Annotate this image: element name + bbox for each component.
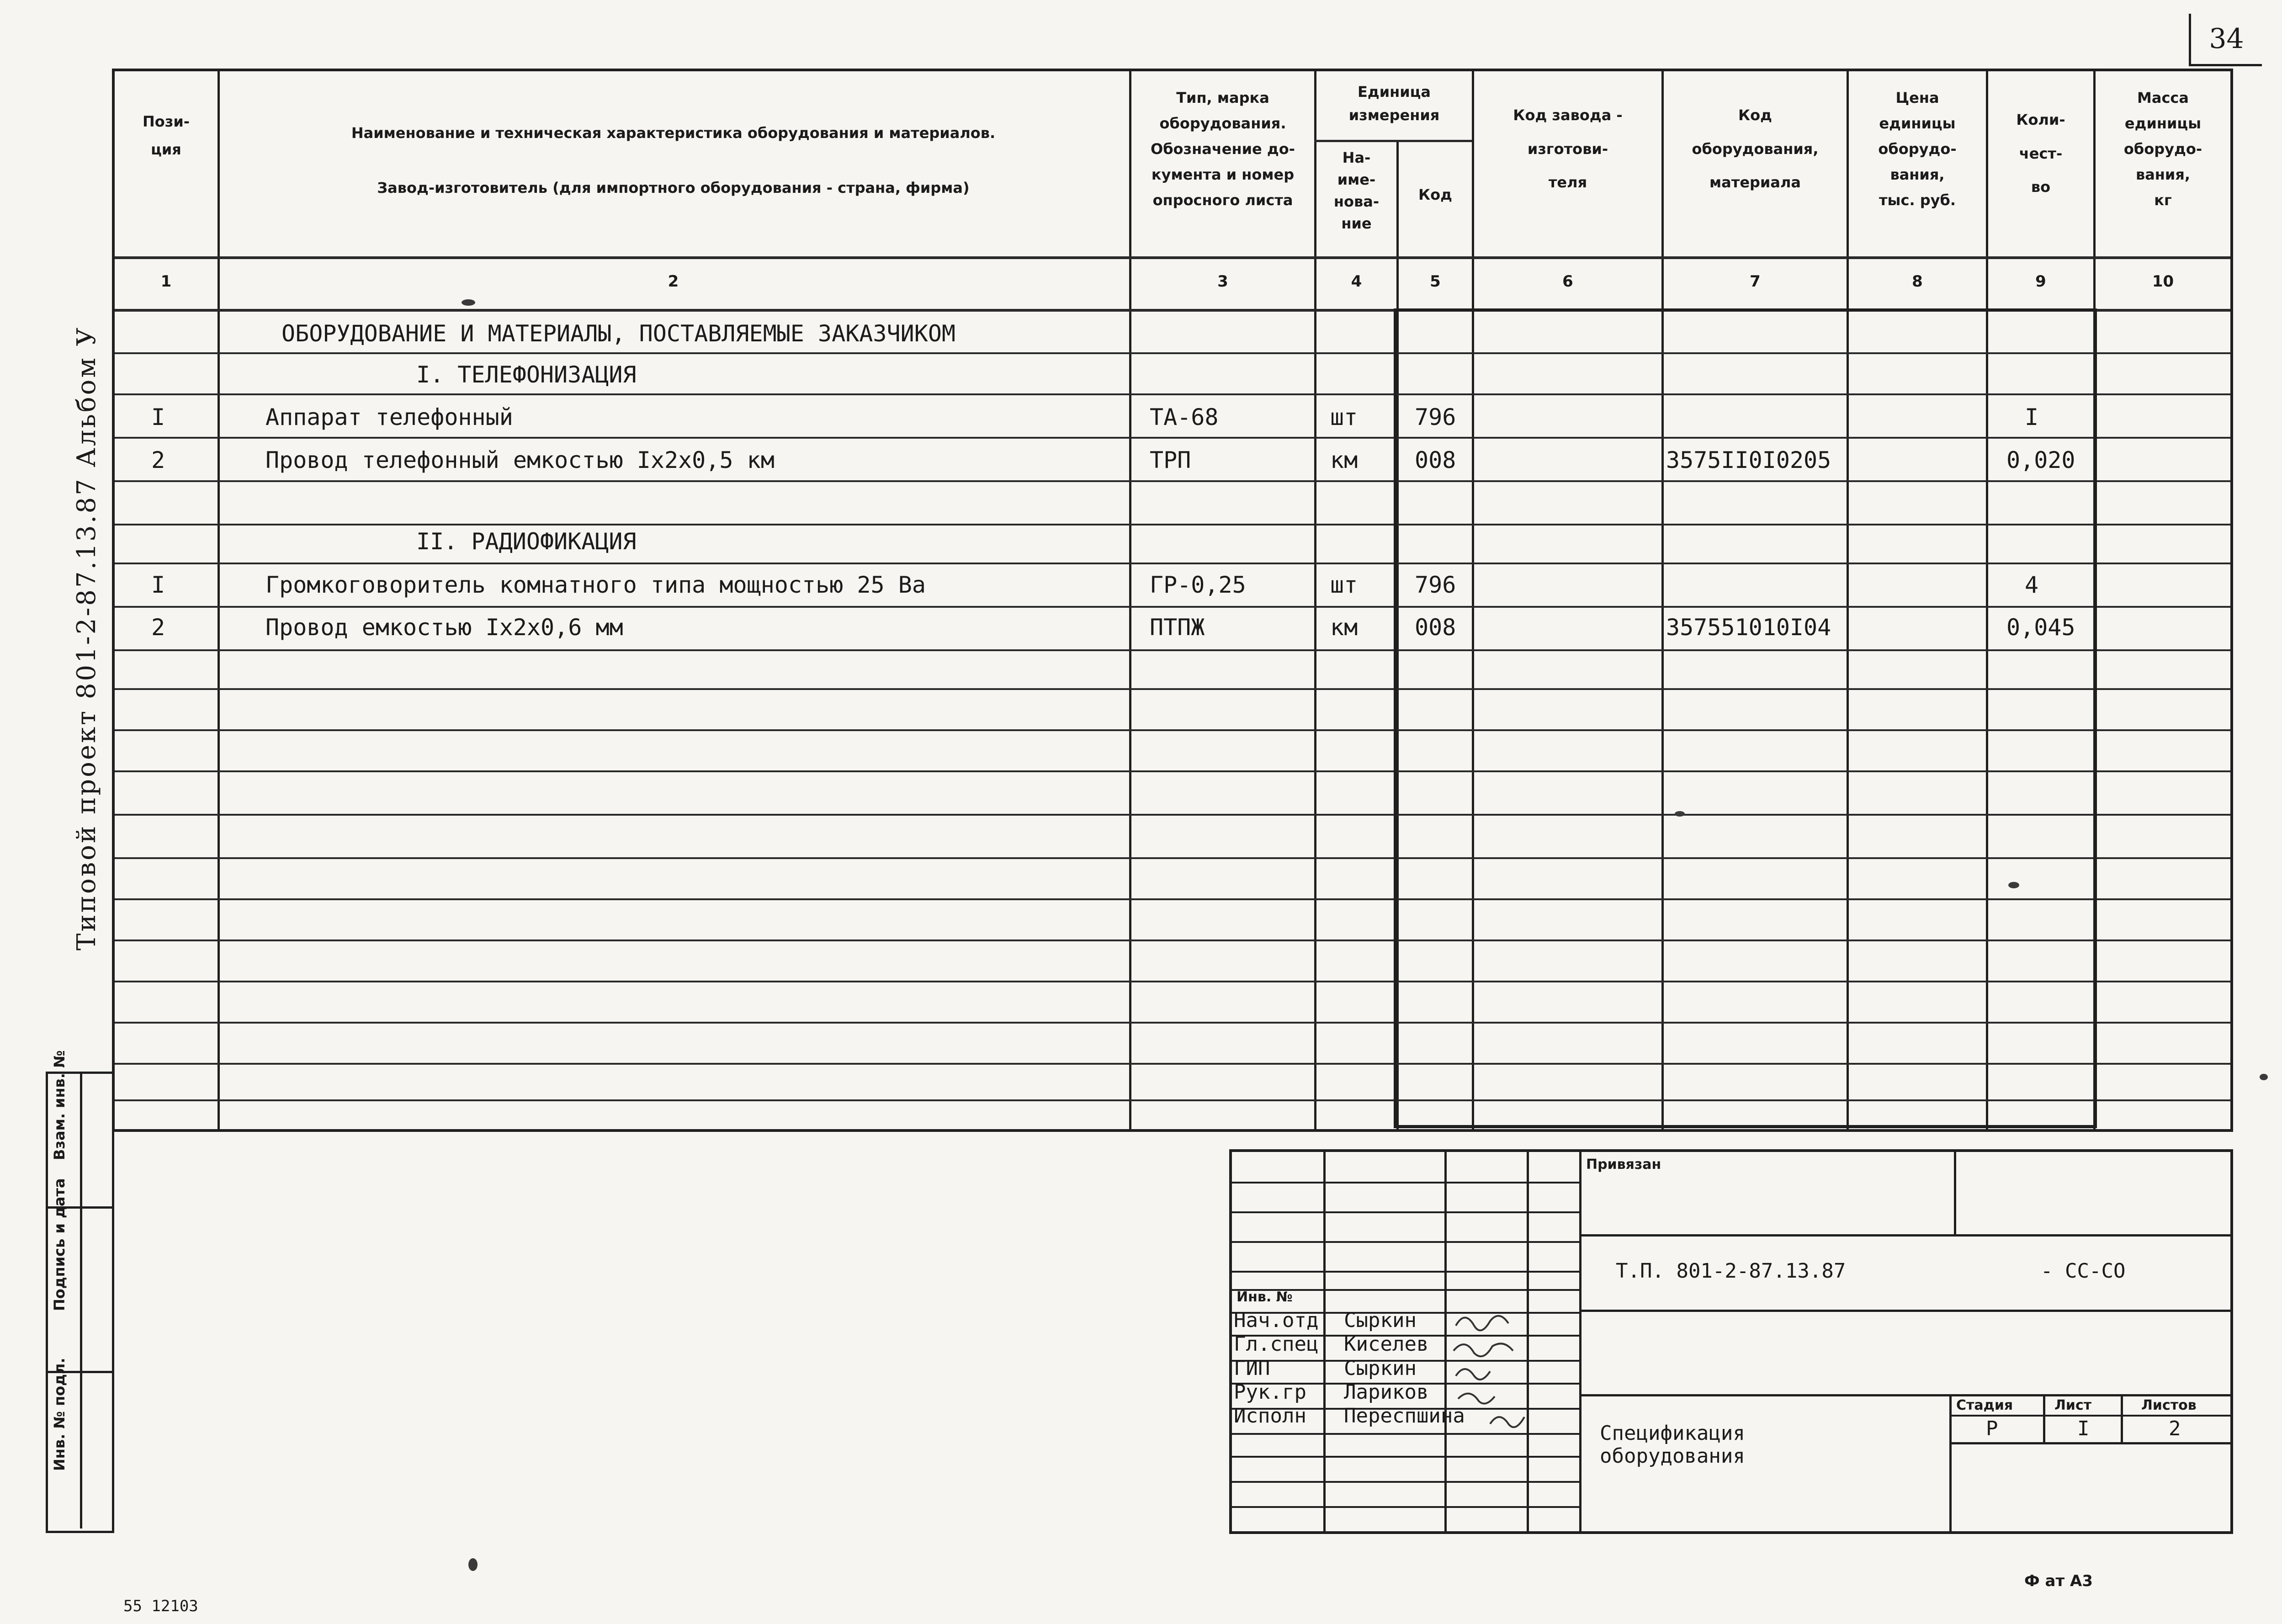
colnum-7: 7 [1750, 272, 1761, 291]
row-name: Провод телефонный емкостью Iх2х0,5 км [265, 447, 775, 473]
header-type: Тип, марка оборудования. Обозначение до- кумента и номер опросного листа [1151, 89, 1295, 209]
colnum-1: 1 [160, 272, 172, 291]
row-position: 2 [151, 447, 165, 473]
signature-marks [1447, 1307, 1556, 1431]
colnum-6: 6 [1562, 272, 1573, 291]
colnum-10: 10 [2152, 272, 2174, 291]
side-stamp-cell-signature [48, 1178, 112, 1373]
col-sep-2 [1129, 71, 1131, 1129]
name-1: Сыркин [1344, 1309, 1417, 1332]
highlighted-columns-frame [1394, 308, 2097, 1128]
role-4: Рук.гр [1234, 1380, 1306, 1404]
archive-code: 55 12103 [123, 1597, 198, 1615]
subsection-radio: II. РАДИОФИКАЦИЯ [416, 528, 637, 555]
title-block [1229, 1149, 2233, 1534]
document-code-suffix: - СС-СО [2041, 1259, 2126, 1283]
header-unit-code: Код [1418, 186, 1452, 203]
row-type: ТА-68 [1150, 404, 1219, 430]
page-number: 34 [2189, 14, 2262, 66]
label-original-inv: Инв. № подл. [51, 1358, 68, 1471]
header-position: Пози- ция [142, 113, 190, 158]
side-stamp [46, 1050, 114, 1533]
row-name: Громкоговоритель комнатного типа мощностью 25 Ва [265, 572, 926, 598]
role-5: Исполн [1234, 1404, 1306, 1428]
name-2: Киселев [1344, 1332, 1429, 1356]
row-name: Провод емкостью Iх2х0,6 мм [265, 614, 623, 641]
header-name-line2: Завод-изготовитель (для импортного оборудования - страна, фирма) [377, 179, 970, 196]
row-material-code: 3575II0I0205 [1666, 447, 1831, 473]
format-label: Ф ат А3 [2024, 1572, 2093, 1590]
row-position: I [151, 404, 165, 430]
colnum-4: 4 [1351, 272, 1362, 291]
inventory-label: Инв. № [1237, 1289, 1293, 1305]
row-type: ТРП [1150, 447, 1191, 473]
stage-value: Р [1986, 1417, 1998, 1440]
header-name-line1: Наименование и техническая характеристика оборудования и материалов. [351, 124, 996, 142]
header-manufacturer-code: Код завода - изготови- теля [1513, 106, 1623, 191]
colnum-3: 3 [1217, 272, 1228, 291]
header-unit: Единица измерения [1348, 83, 1440, 124]
scan-speck [2260, 1074, 2268, 1080]
row-unit: км [1330, 614, 1358, 641]
header-quantity: Коли- чест- во [2016, 111, 2065, 196]
name-3: Сыркин [1344, 1357, 1417, 1380]
row-unit-code: 008 [1415, 614, 1456, 641]
role-1: Нач.отд [1234, 1309, 1319, 1332]
sheets-label: Листов [2141, 1397, 2197, 1413]
document-code: Т.П. 801-2-87.13.87 [1616, 1259, 1846, 1283]
row-quantity: I [2025, 404, 2039, 430]
row-position: I [151, 572, 165, 598]
header-material-code: Код оборудования, материала [1692, 106, 1819, 191]
row-unit: км [1330, 447, 1358, 473]
header-unit-price: Цена единицы оборудо- вания, тыс. руб. [1878, 89, 1957, 209]
side-stamp-cell-original [48, 1358, 112, 1528]
colnum-8: 8 [1912, 272, 1923, 291]
row-name: Аппарат телефонный [265, 404, 513, 430]
scan-speck [2008, 882, 2019, 888]
colnum-9: 9 [2035, 272, 2046, 291]
row-type: ГР-0,25 [1150, 572, 1246, 598]
document-title-line1: Спецификация [1600, 1422, 1745, 1445]
section-heading: ОБОРУДОВАНИЕ И МАТЕРИАЛЫ, ПОСТАВЛЯЕМЫЕ ЗАКАЗЧИКОМ [281, 320, 956, 347]
row-material-code: 357551010I04 [1666, 614, 1831, 641]
header-bottom-line [115, 256, 2230, 259]
row-quantity: 4 [2025, 572, 2039, 598]
subsection-telephony: I. ТЕЛЕФОНИЗАЦИЯ [416, 361, 637, 388]
name-4: Лариков [1344, 1380, 1429, 1404]
scan-speck [468, 1558, 478, 1571]
row-quantity: 0,020 [2006, 447, 2075, 473]
row-quantity: 0,045 [2006, 614, 2075, 641]
attached-label: Привязан [1586, 1157, 1661, 1173]
label-replace-inv: Взам. инв. № [51, 1050, 68, 1160]
header-unit-name: На- име- нова- ние [1333, 149, 1380, 232]
row-position: 2 [151, 614, 165, 641]
row-unit-code: 008 [1415, 447, 1456, 473]
sheet-value: I [2077, 1417, 2090, 1440]
stage-label: Стадия [1956, 1397, 2013, 1413]
document-title-line2: оборудования [1600, 1444, 1745, 1468]
album-title: Типовой проект 801-2-87.13.87 Альбом У [72, 325, 101, 950]
header-unit-mass: Масса единицы оборудо- вания, кг [2123, 89, 2202, 209]
colnum-5: 5 [1430, 272, 1441, 291]
role-2: Гл.спец [1234, 1332, 1319, 1356]
label-signature-date: Подпись и дата [51, 1178, 68, 1311]
sheets-value: 2 [2169, 1417, 2181, 1440]
sheet-label: Лист [2054, 1397, 2092, 1413]
row-unit-code: 796 [1415, 572, 1456, 598]
scan-speck [1675, 811, 1685, 817]
colnum-2: 2 [668, 272, 679, 291]
col-sep-1 [218, 71, 220, 1129]
row-type: ПТПЖ [1150, 614, 1205, 641]
name-5: Переспшина [1344, 1404, 1465, 1428]
row-unit: шт [1330, 572, 1358, 598]
row-unit-code: 796 [1415, 404, 1456, 430]
unit-header-split [1314, 140, 1472, 142]
role-3: ГИП [1234, 1357, 1270, 1380]
scan-speck [462, 299, 475, 306]
row-unit: шт [1330, 404, 1358, 430]
